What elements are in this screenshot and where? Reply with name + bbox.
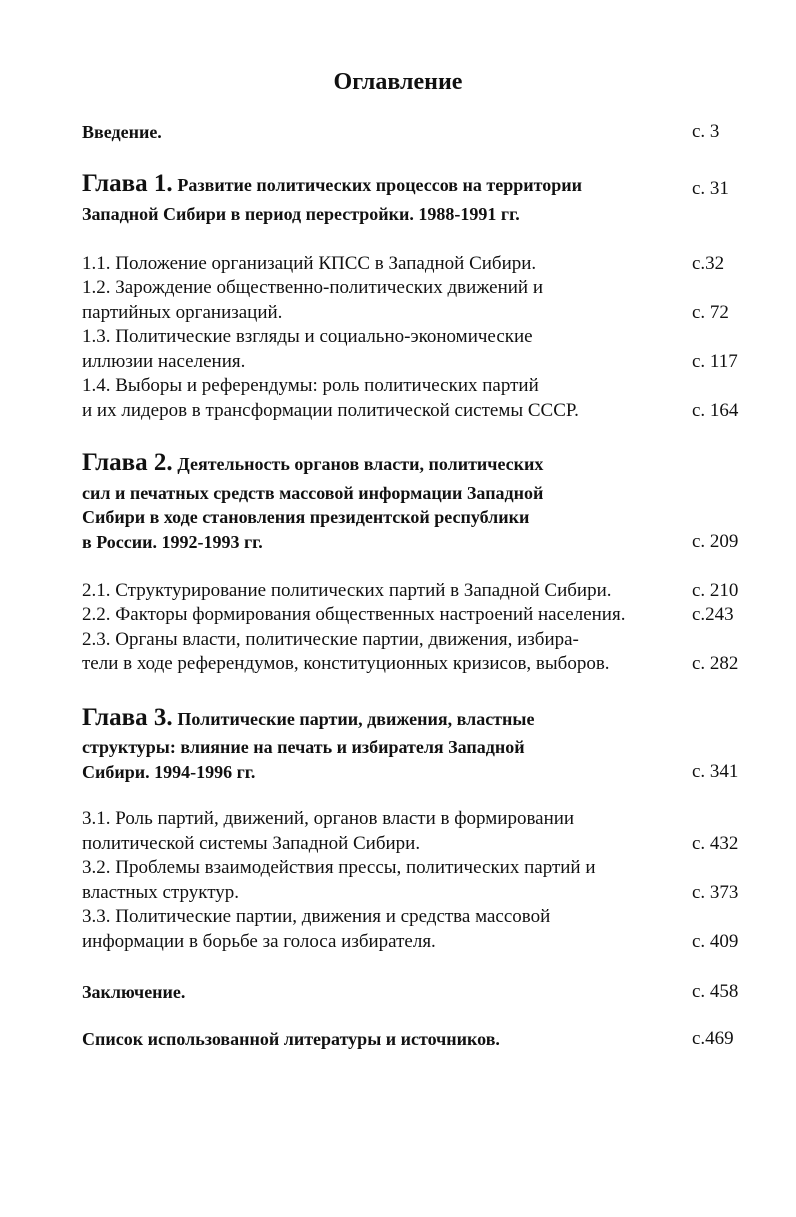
section-1-3-page: с. 117 (692, 351, 738, 372)
chapter-3-page: с. 341 (692, 761, 739, 782)
chapter-1-label: Глава 1. (82, 170, 173, 197)
section-2-2: 2.2. Факторы формирования общественных настроений населения. (82, 604, 626, 625)
toc-intro-page: с. 3 (692, 121, 720, 142)
chapter-2-title-line: в России. 1992-1993 гг. (82, 532, 263, 552)
section-1-2-page: с. 72 (692, 302, 729, 323)
toc-bibliography-page: с.469 (692, 1028, 734, 1049)
page-title: Оглавление (333, 69, 463, 95)
chapter-1-page: с. 31 (692, 178, 729, 199)
section-1-1-page: с.32 (692, 253, 725, 274)
section-2-3: 2.3. Органы власти, политические партии, движения, избира- (82, 629, 579, 650)
toc-bibliography-label: Список использованной литературы и источников. (82, 1029, 500, 1049)
section-1-3-cont: иллюзии населения. (82, 351, 246, 372)
chapter-3-title-line: Политические партии, движения, властные (177, 709, 535, 729)
chapter-3-title-line: структуры: влияние на печать и избирателя Западной (82, 737, 525, 757)
chapter-2-title-line: Деятельность органов власти, политических (177, 454, 544, 474)
toc-conclusion-label: Заключение. (82, 982, 186, 1002)
section-3-2-cont: властных структур. (82, 882, 240, 903)
section-1-4-cont: и их лидеров в трансформации политической системы СССР. (82, 400, 579, 421)
chapter-2-heading (82, 451, 543, 477)
section-2-3-cont: тели в ходе референдумов, конституционных кризисов, выборов. (82, 653, 610, 674)
section-1-3: 1.3. Политические взгляды и социально-экономические (82, 326, 533, 347)
chapter-2-title-line: Сибири в ходе становления президентской республики (82, 507, 530, 527)
section-2-1: 2.1. Структурирование политических партий в Западной Сибири. (82, 580, 612, 601)
chapter-3-heading (82, 706, 534, 732)
section-1-2-cont: партийных организаций. (82, 302, 283, 323)
section-2-1-page: с. 210 (692, 580, 739, 601)
section-3-1-cont: политической системы Западной Сибири. (82, 833, 421, 854)
section-2-2-page: с.243 (692, 604, 734, 625)
section-1-1: 1.1. Положение организаций КПСС в Западной Сибири. (82, 253, 537, 274)
section-1-2: 1.2. Зарождение общественно-политических движений и (82, 277, 543, 298)
chapter-1-heading (82, 172, 582, 198)
section-3-2-page: с. 373 (692, 882, 739, 903)
section-3-3-cont: информации в борьбе за голоса избирателя. (82, 931, 436, 952)
chapter-2-title-line: сил и печатных средств массовой информации Западной (82, 483, 544, 503)
section-3-2: 3.2. Проблемы взаимодействия прессы, политических партий и (82, 857, 596, 878)
section-3-1: 3.1. Роль партий, движений, органов власти в формировании (82, 808, 575, 829)
section-3-1-page: с. 432 (692, 833, 739, 854)
section-2-3-page: с. 282 (692, 653, 739, 674)
section-3-3: 3.3. Политические партии, движения и средства массовой (82, 906, 551, 927)
section-3-3-page: с. 409 (692, 931, 739, 952)
section-1-4: 1.4. Выборы и референдумы: роль политических партий (82, 375, 539, 396)
chapter-2-label: Глава 2. (82, 449, 173, 476)
chapter-2-page: с. 209 (692, 531, 739, 552)
chapter-3-label: Глава 3. (82, 704, 173, 731)
toc-intro-label: Введение. (82, 122, 162, 142)
chapter-1-title-line: Развитие политических процессов на территории (177, 175, 582, 195)
chapter-1-title-line: Западной Сибири в период перестройки. 1988-1991 гг. (82, 204, 520, 224)
chapter-3-title-line: Сибири. 1994-1996 гг. (82, 762, 256, 782)
section-1-4-page: с. 164 (692, 400, 739, 421)
toc-conclusion-page: с. 458 (692, 981, 739, 1002)
